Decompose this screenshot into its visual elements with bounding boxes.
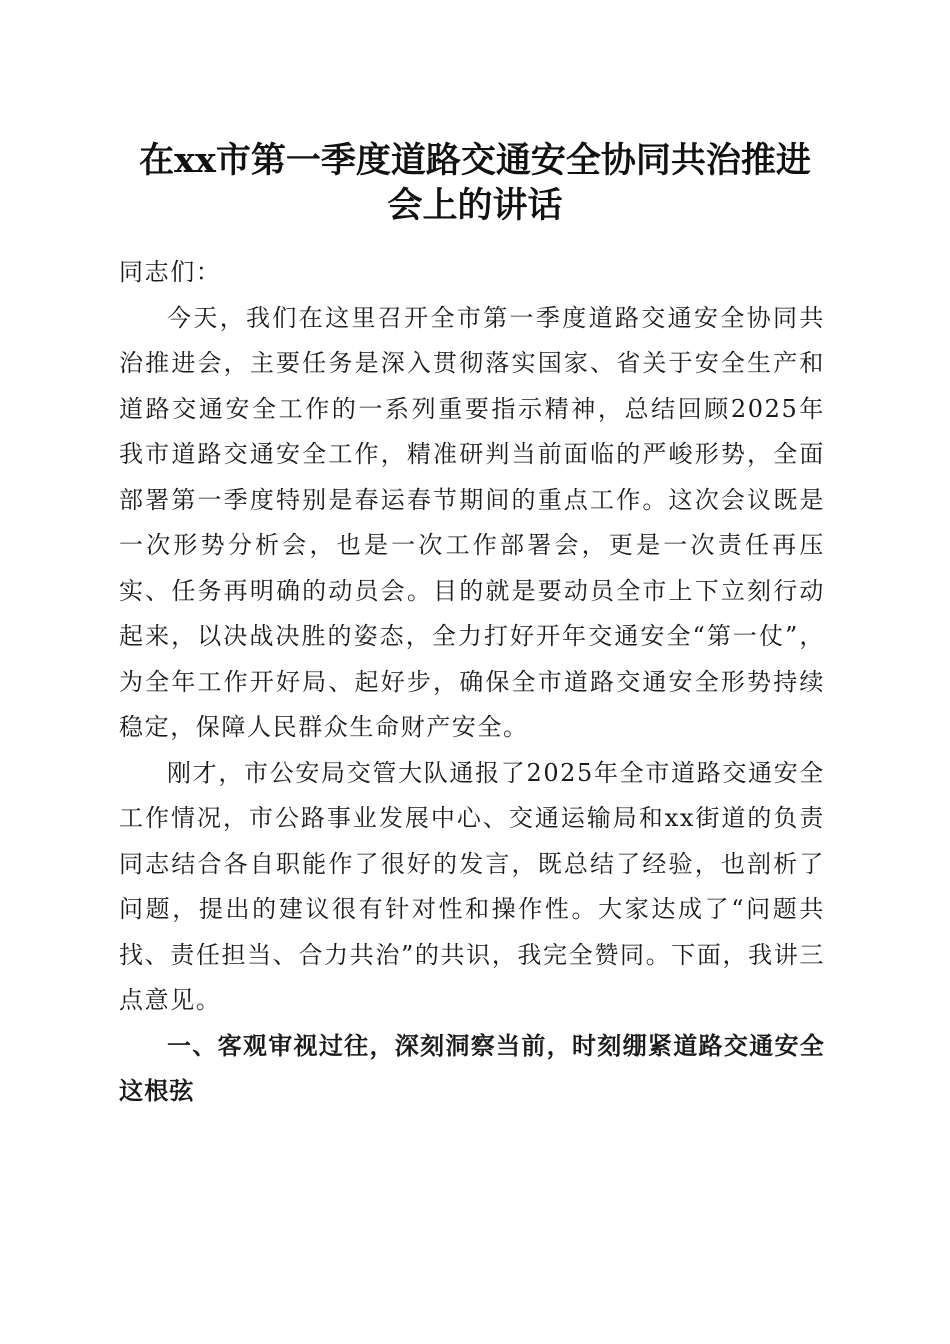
title-line-1: 在xx市第一季度道路交通安全协同共治推进: [139, 140, 811, 181]
title-line-2: 会上的讲话: [387, 185, 563, 226]
salutation: 同志们：: [119, 258, 222, 286]
section-heading-1: 一、客观审视过往，深刻洞察当前，时刻绷紧道路交通安全这根弦: [119, 1031, 825, 1105]
document-title: [100, 138, 850, 228]
paragraph-reports: 刚才，市公安局交管大队通报了2025年全市道路交通安全工作情况，市公路事业发展中心、交通运输局和xx街道的负责同志结合各自职能作了很好的发言，既总结了经验，也剖析了问题，提出的建议很有针对性和操作性。大家达成了“问题共找、责任担当、合力共治”的共识，我完全赞同。下面，我讲三点意见。: [119, 758, 825, 1014]
document-body: [119, 250, 825, 1115]
paragraph-opening: 今天，我们在这里召开全市第一季度道路交通安全协同共治推进会，主要任务是深入贯彻落实国家、省关于安全生产和道路交通安全工作的一系列重要指示精神，总结回顾2025年我市道路交通安全工作，精准研判当前面临的严峻形势，全面部署第一季度特别是春运春节期间的重点工作。这次会议既是一次形势分析会，也是一次工作部署会，更是一次责任再压实、任务再明确的动员会。目的就是要动员全市上下立刻行动起来，以决战决胜的姿态，全力打好开年交通安全“第一仗”，为全年工作开好局、起好步，确保全市道路交通安全形势持续稳定，保障人民群众生命财产安全。: [119, 303, 825, 741]
